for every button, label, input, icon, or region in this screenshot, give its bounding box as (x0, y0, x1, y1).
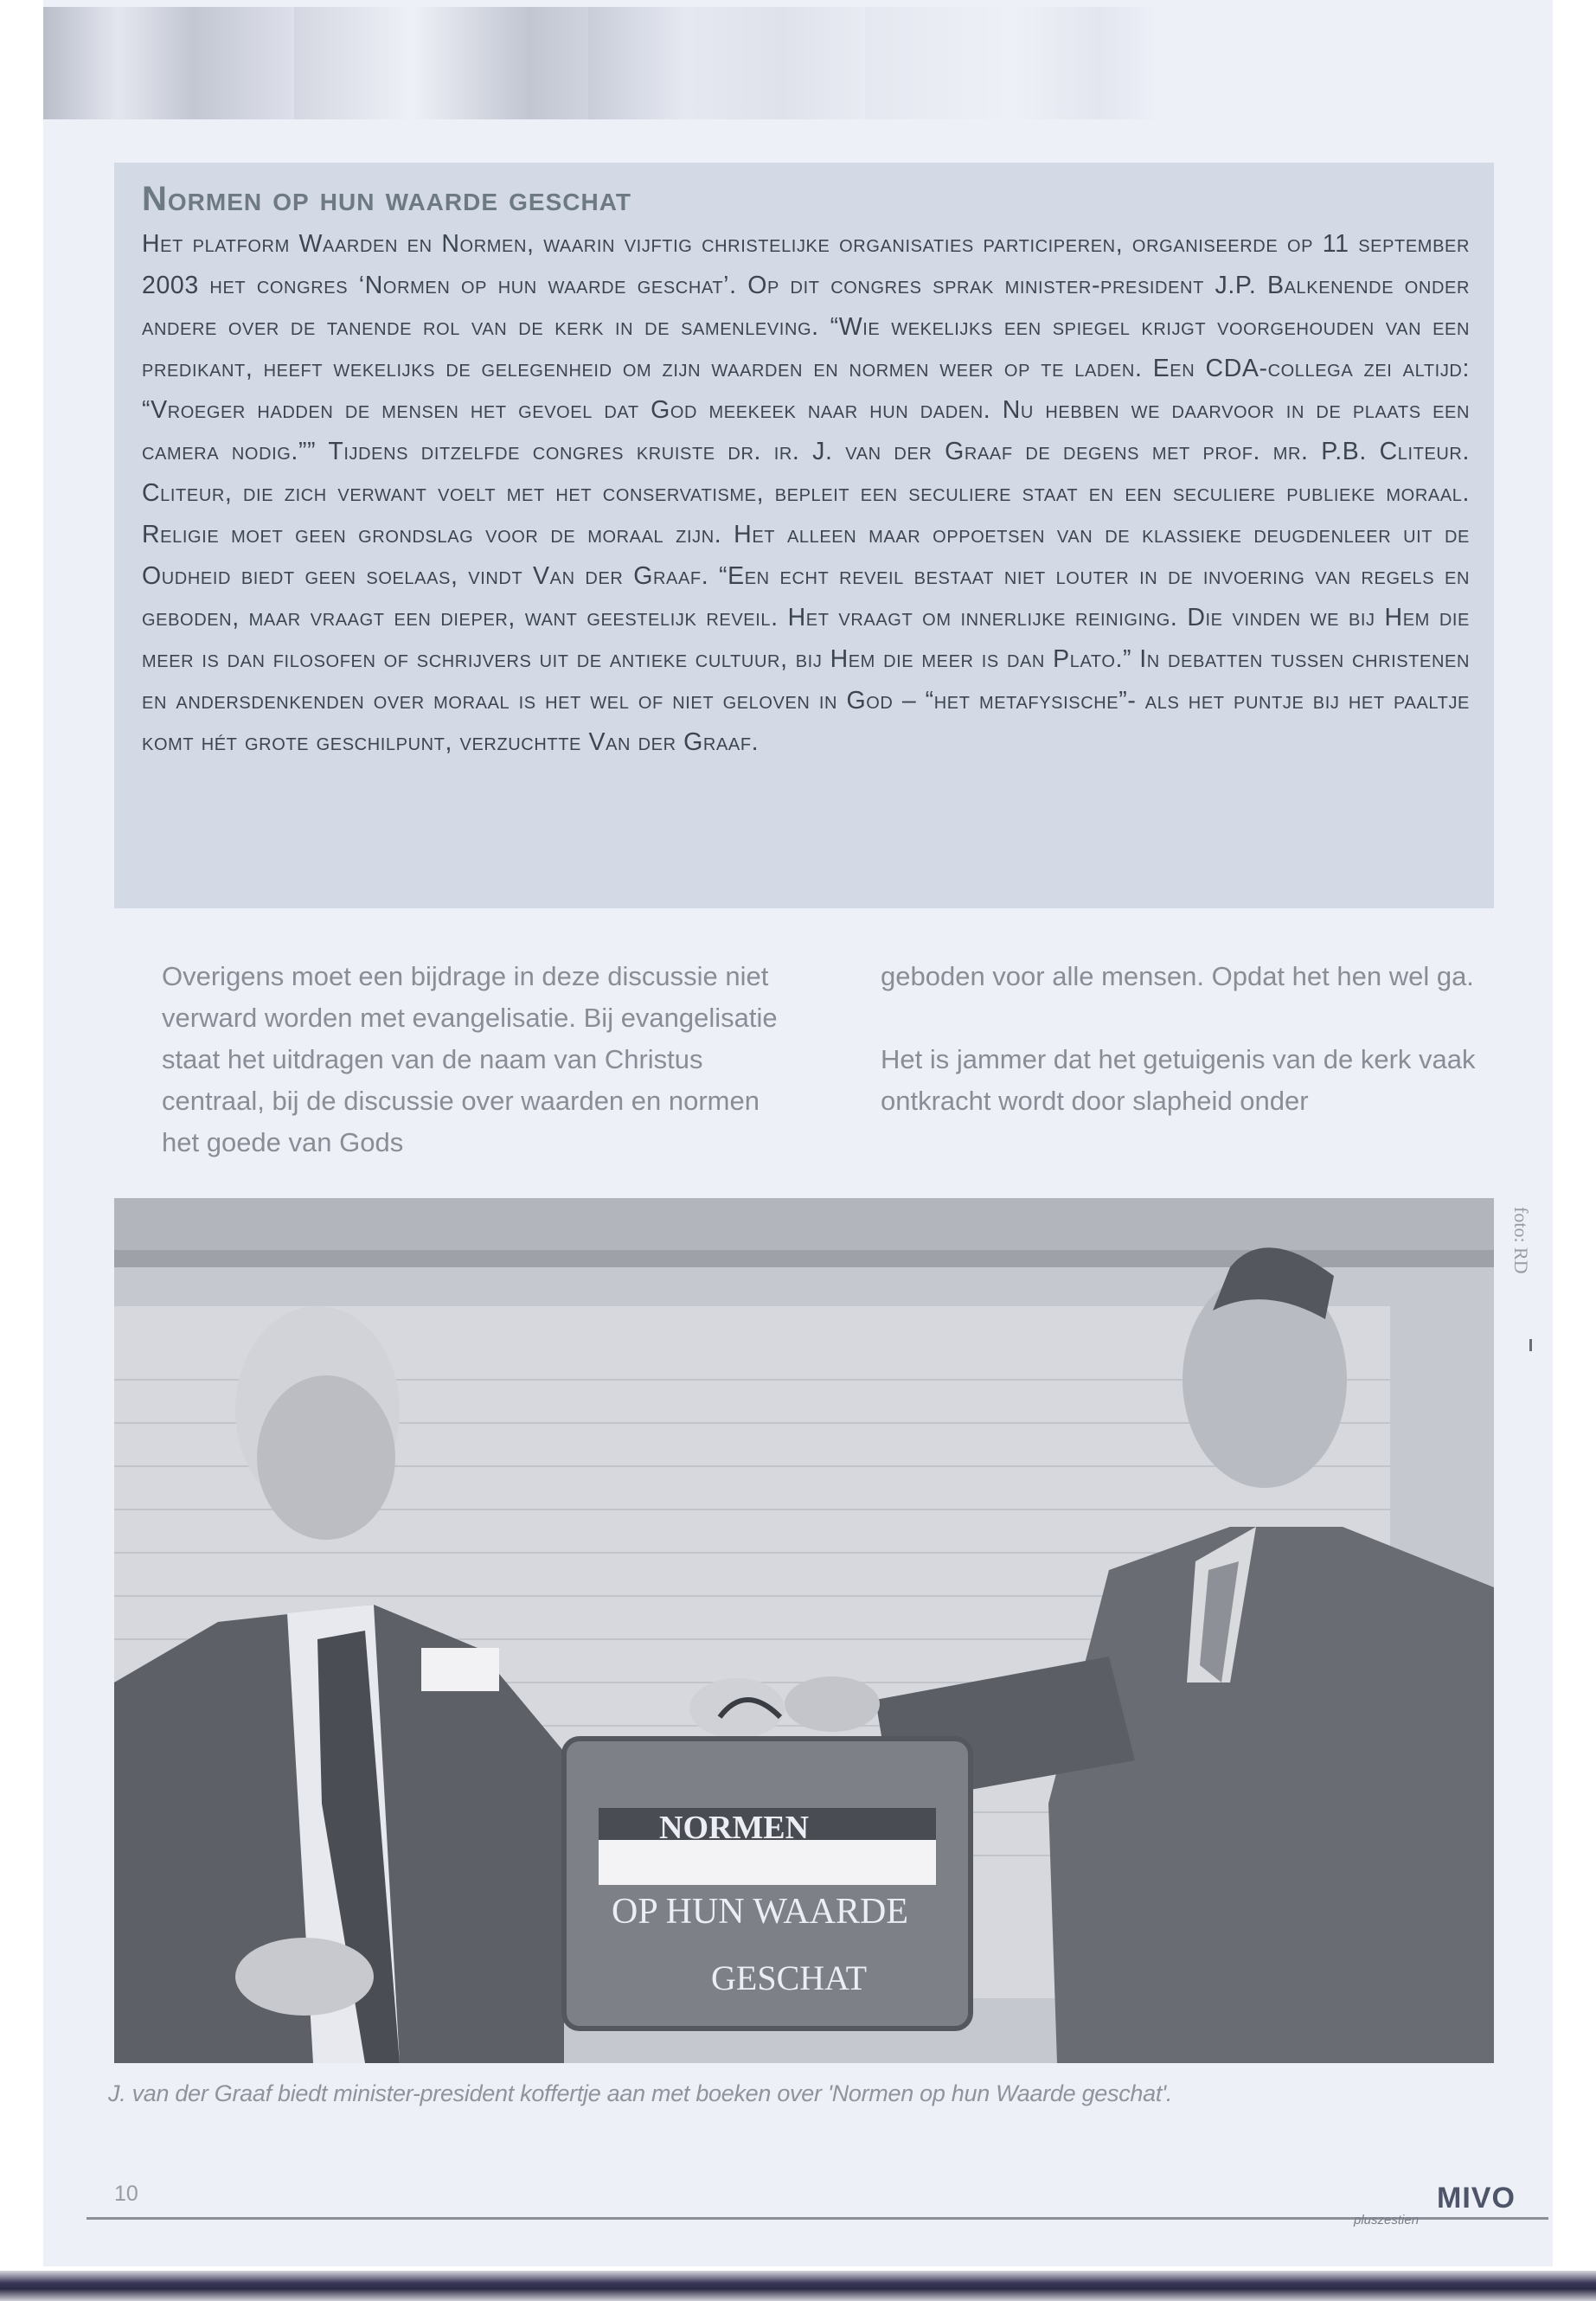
footer-rule (87, 2217, 1548, 2220)
header-portrait-1 (43, 7, 294, 119)
briefcase-title-1: NORMEN (659, 1810, 810, 1846)
body-column-left (162, 956, 785, 1205)
body-column-right (881, 956, 1503, 1163)
sidebar-title: Normen op hun waarde geschat (142, 180, 631, 218)
paragraph: geboden voor alle mensen. Opdat het hen wel ga. (881, 961, 1474, 991)
news-photo (114, 1198, 1494, 2063)
sidebar-box (114, 163, 1494, 908)
photo-credit: foto: RD (1510, 1207, 1532, 1274)
header-portrait-4 (865, 7, 1159, 119)
brand-name: MIVO (1437, 2182, 1516, 2214)
page-number: 10 (114, 2182, 138, 2206)
scan-edge (0, 2271, 1596, 2301)
sidebar-body: Het platform Waarden en Normen, waarin vijftig christelijke organisaties participeren, organiseerde op 11 september 2003 het congres ‘Normen op hun waarde geschat’. Op dit congres sprak minister-president J.P. Balkenende onder andere over de tanende rol van de kerk in de samenleving. “Wie wekelijks een spiegel krijgt voorgehouden van een predikant, heeft wekelijks de gelegenheid om zijn waarden en normen weer op te laden. Een CDA-collega zei altijd: “Vroeger hadden de mensen het gevoel dat God meekeek naar hun daden. Nu hebben we daarvoor in de plaats een camera nodig.”” Tijdens ditzelfde congres kruiste dr. ir. J. van der Graaf de degens met prof. mr. P.B. Cliteur. Cliteur, die zich verwant voelt met het conservatisme, bepleit een seculiere staat en een seculiere publieke moraal. Religie moet geen grondslag voor de moraal zijn. Het alleen maar oppoetsen van de klassieke deugdenleer uit de Oudheid biedt geen soelaas, vindt Van der Graaf. “Een echt reveil bestaat niet louter in de invoering van regels en geboden, maar vraagt een dieper, want geestelijk reveil. Het vraagt om innerlijke reiniging. Die vinden we bij Hem die meer is dan filosofen of schrijvers uit de antieke cultuur, bij Hem die meer is dan Plato.” In debatten tussen christenen en andersdenkenden over moraal is het wel of niet geloven in God – “het metafysische”- als het puntje bij het paaltje komt hét grote geschilpunt, verzuchtte Van der Graaf. (142, 230, 1470, 756)
briefcase (564, 1739, 971, 2029)
photo-caption: J. van der Graaf biedt minister-president koffertje aan met boeken over 'Normen op hun Waarde geschat'. (108, 2080, 1173, 2106)
header-portrait-2 (294, 7, 588, 119)
paragraph: Overigens moet een bijdrage in deze discussie niet verward worden met evangelisatie. Bij evangelisatie staat het uitdragen van de naam van Christus centraal, bij de discussie over waarden en normen het goede van Gods (162, 961, 778, 1157)
header-photo-strip (43, 7, 1159, 119)
margin-mark (1529, 1339, 1532, 1351)
briefcase-title-2: OP HUN WAARDE (612, 1892, 909, 1932)
header-portrait-3 (588, 7, 865, 119)
paragraph: Het is jammer dat het getuigenis van de kerk vaak ontkracht wordt door slapheid onder (881, 1044, 1476, 1116)
briefcase-title-3: GESCHAT (711, 1958, 868, 1997)
ceiling (114, 1198, 1494, 1259)
brand-subtitle: pluszestien (1354, 2213, 1420, 2227)
